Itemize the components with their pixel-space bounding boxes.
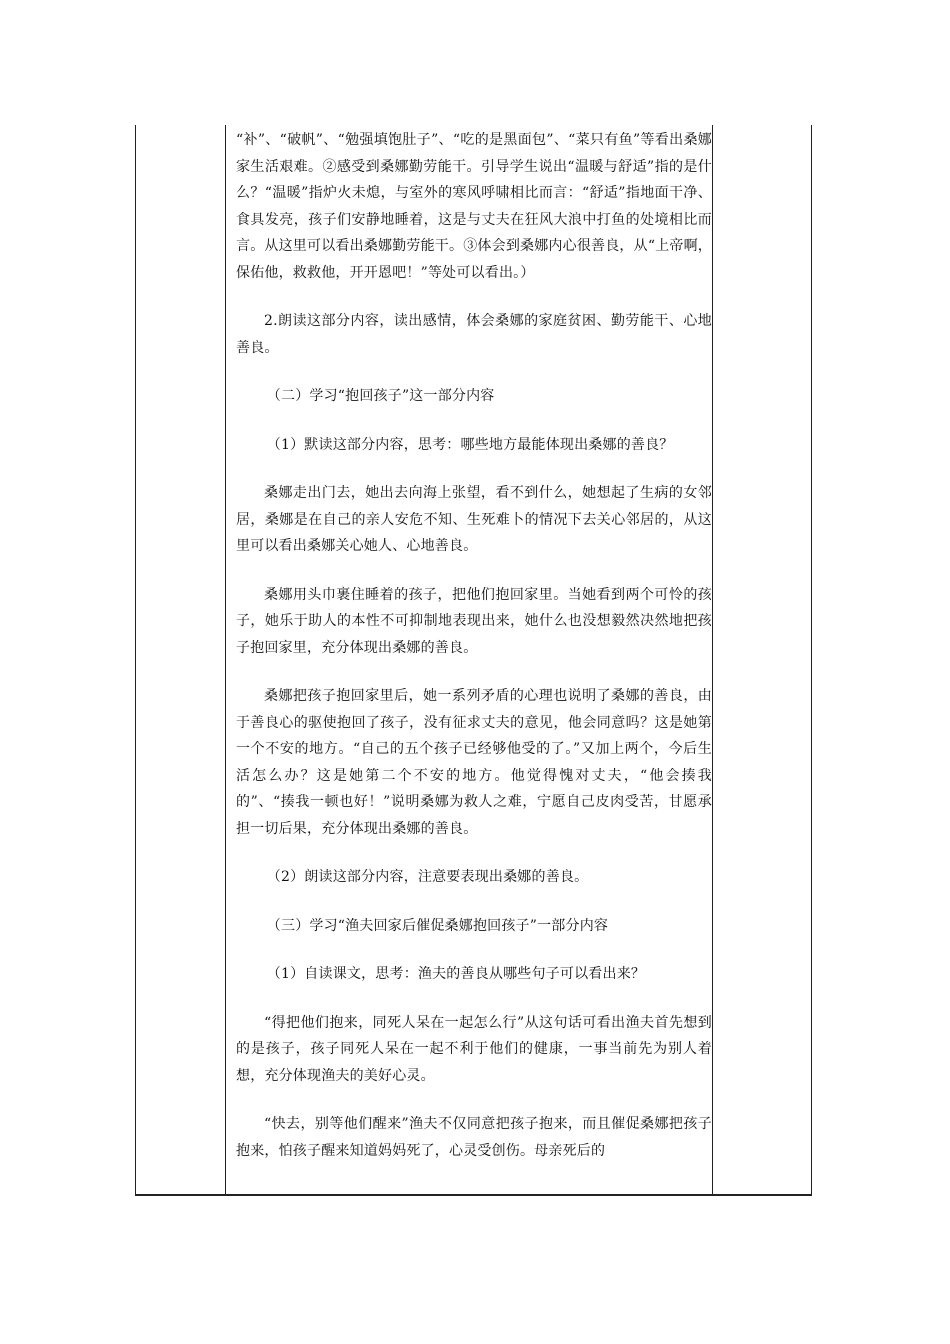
question-1: （1）默读这部分内容，思考：哪些地方最能体现出桑娜的善良？ [266,436,674,453]
lesson-table [135,125,812,1196]
question-2: （2）朗读这部分内容，注意要表现出桑娜的善良。 [266,869,589,885]
paragraph-analysis-4: “得把他们抱来，同死人呆在一起怎么行”从这句话可看出渔夫首先想到的是孩子，孩子同死人呆在一起不利于他们的健康，一事当前先为别人着想，充分体现渔夫的美好心灵。 [236,1014,712,1084]
section-heading-2: （二）学习“抱回孩子”这一部分内容 [266,388,495,404]
question-3: （1）自读课文，思考：渔夫的善良从哪些句子可以看出来？ [266,966,646,982]
paragraph-analysis-2: 桑娜用头巾裹住睡着的孩子，把他们抱回家里。当她看到两个可怜的孩子，她乐于助人的本性不可抑制地表现出来，她什么也没想毅然决然地把孩子抱回家里，充分体现出桑娜的善良。 [236,586,712,656]
lesson-content-cell [236,127,712,1186]
section-heading-3: （三）学习“渔夫回家后催促桑娜抱回孩子”一部分内容 [266,917,609,934]
paragraph-continued: “补”、“破帆”、“勉强填饱肚子”、“吃的是黑面包”、“菜只有鱼”等看出桑娜家生活艰难。②感受到桑娜勤劳能干。引导学生说出“温暖与舒适”指的是什么？“温暖”指炉火未熄，与室外的寒风呼啸相比而言：“舒适”指地面干净、食具发亮，孩子们安静地睡着，这是与丈夫在狂风大浪中打鱼的处境相比而言。从这里可以看出桑娜勤劳能干。③体会到桑娜内心很善良，从“上帝啊，保佑他，救救他，开开恩吧！”等处可以看出。） [236,132,712,281]
paragraph-reading-task: 2.朗读这部分内容，读出感情，体会桑娜的家庭贫困、勤劳能干、心地善良。 [236,313,712,356]
paragraph-analysis-5: “快去，别等他们醒来”渔夫不仅同意把孩子抱来，而且催促桑娜把孩子抱来，怕孩子醒来知道妈妈死了，心灵受创伤。母亲死后的 [236,1116,712,1159]
left-column-divider [225,125,226,1194]
right-column-divider [712,125,713,1194]
paragraph-analysis-3: 桑娜把孩子抱回家里后，她一系列矛盾的心理也说明了桑娜的善良，由于善良心的驱使抱回了孩子，没有征求丈夫的意见，他会同意吗？这是她第一个不安的地方。“自己的五个孩子已经够他受的了。”又加上两个，今后生活怎么办？这是她第二个不安的地方。他觉得愧对丈夫，“他会揍我的”、“揍我一顿也好！”说明桑娜为救人之难，宁愿自己皮肉受苦，甘愿承担一切后果，充分体现出桑娜的善良。 [236,688,712,837]
paragraph-analysis-1: 桑娜走出门去，她出去向海上张望，看不到什么，她想起了生病的女邻居，桑娜是在自己的亲人安危不知、生死难卜的情况下去关心邻居的，从这里可以看出桑娜关心她人、心地善良。 [236,485,712,554]
